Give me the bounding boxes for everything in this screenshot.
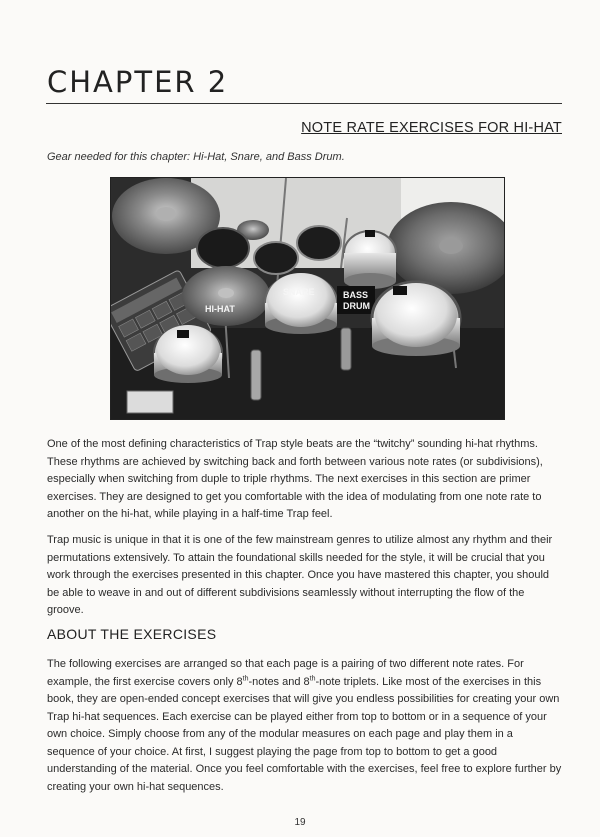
rack-tom-right [297, 226, 341, 260]
section-title: NOTE RATE EXERCISES FOR HI-HAT [301, 120, 562, 136]
rack-tom-left [197, 228, 249, 268]
snare-head [267, 273, 335, 327]
intro-paragraph: One of the most defining characteristics of Trap style beats are the “twitchy” sounding hi-hat rhythms. These rhythms are achieved by switching back and forth between various note rates (or subdivisions), especially when switching from duple to triple rhythms. The next exercises in this section are primer exercises. They are designed to get you comfortable with the idea of modulating from one note rate to another on the hi-hat, while playing in a half-time Trap feel. [47, 438, 543, 520]
about-text-b: -notes and 8 [248, 675, 310, 688]
kick-pedal [341, 328, 351, 370]
chapter-rule [46, 103, 562, 104]
page-number: 19 [294, 817, 306, 828]
hihat-label: HI-HAT [205, 304, 235, 314]
hi-hat-bell [218, 288, 234, 298]
drum-kit-photo [110, 177, 505, 420]
hi-hat-pedal [251, 350, 261, 400]
bass-label-line1: BASS [343, 290, 369, 300]
about-sup-2: th [309, 674, 316, 682]
bass-label-line2: DRUM [343, 301, 370, 311]
mic-clip-3 [177, 330, 189, 338]
about-text-c: -note triplets. Like most of the exercises in this book, they are open-ended concept exercises that will give you endless possibilities for creating your own Trap hi-hat sequences. Each exercise can be played either from top to bottom or in a sequence of your own choice. Simply choose from any of the modular measures on each page and play them in a sequence of your choice. At first, I suggest playing the page from top to bottom to get a good understanding of the material. Once you feel comfortable with the exercises, feel free to explore further by creating your own hi-hat sequences. [47, 675, 562, 793]
rack-tom-mid [254, 242, 298, 274]
about-text-a: The following exercises are arranged so that each page is a pairing of two different note rates. For example, the first exercise covers only 8 [47, 658, 524, 688]
snare-label: SNARE [283, 287, 315, 297]
gear-note: Gear needed for this chapter: Hi-Hat, Snare, and Bass Drum. [47, 151, 345, 163]
mic-clip-2 [393, 286, 407, 295]
laptop [127, 391, 173, 413]
about-paragraph [47, 656, 562, 796]
ride-bell [439, 238, 463, 254]
about-heading: ABOUT THE EXERCISES [47, 626, 217, 642]
bass-drum-head [375, 283, 457, 347]
mic-clip [365, 230, 375, 237]
trap-paragraph: Trap music is unique in that it is one of the few mainstream genres to utilize almost any rhythm and their permutations extensively. To attain the foundational skills needed for the style, it will be crucial that you work through the exercises presented in this chapter. Once you have mastered this chapter, you should be able to weave in and out of different subdivisions seamlessly without interrupting the flow of the groove. [47, 534, 553, 616]
chapter-title: CHAPTER 2 [47, 65, 229, 99]
cymbal-bell [156, 207, 176, 221]
about-sup-1: th [242, 674, 249, 682]
